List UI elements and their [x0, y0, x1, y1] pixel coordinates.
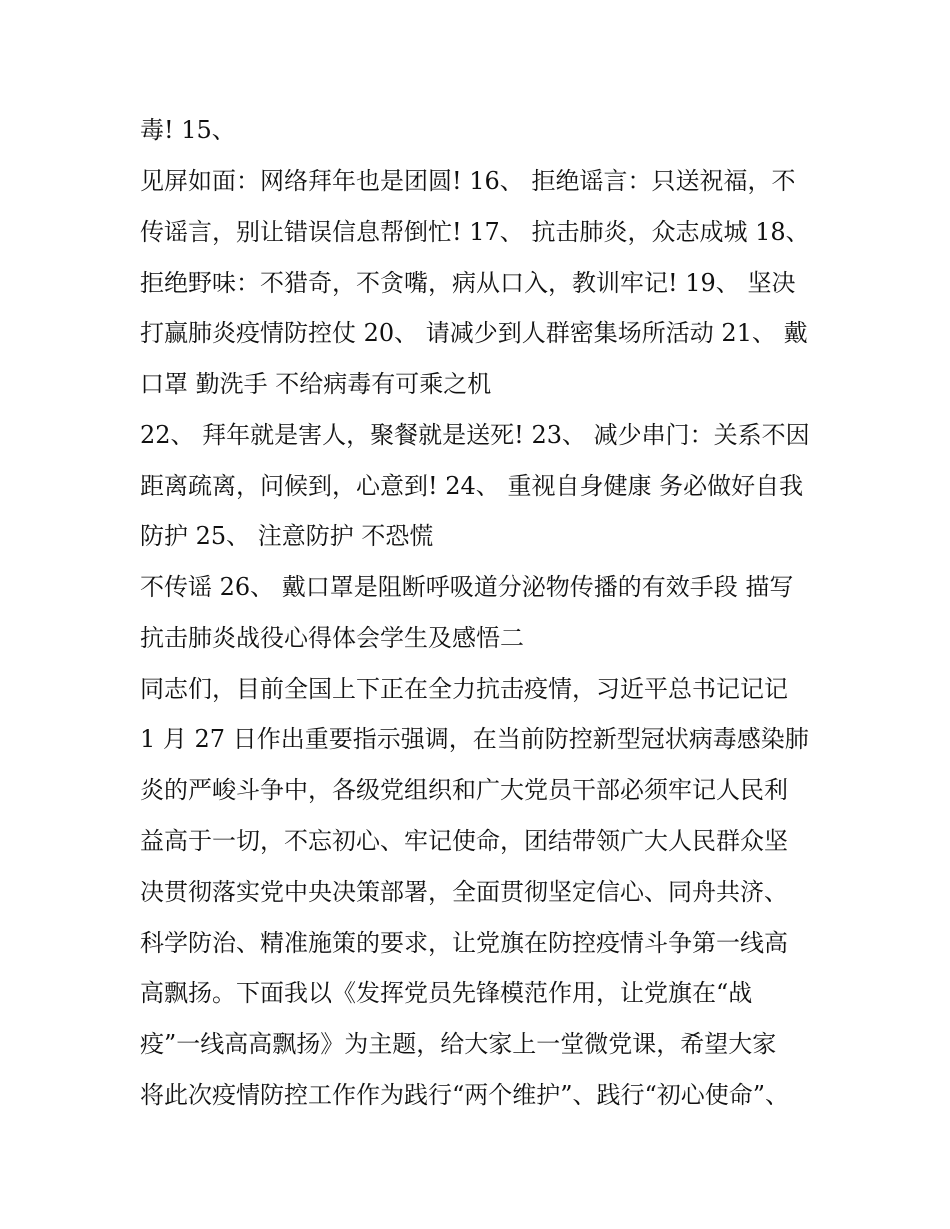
text-line: 打赢肺炎疫情防控仗 20、 请减少到人群密集场所活动 21、 戴 [140, 319, 808, 347]
text-line: 疫”一线高高飘扬》为主题，给大家上一堂微党课，希望大家 [140, 1030, 777, 1058]
text-line: 同志们，目前全国上下正在全力抗击疫情，习近平总书记记记 [140, 675, 788, 703]
text-line: 见屏如面：网络拜年也是团圆! 16、 拒绝谣言：只送祝福，不 [140, 167, 796, 195]
text-line: 将此次疫情防控工作作为践行“两个维护”、践行“初心使命”、 [140, 1081, 790, 1109]
text-line: 抗击肺炎战役心得体会学生及感悟二 [140, 624, 524, 652]
text-line: 口罩 勤洗手 不给病毒有可乘之机 [140, 370, 492, 398]
text-line: 益高于一切，不忘初心、牢记使命，团结带领广大人民群众坚 [140, 827, 788, 855]
text-line: 传谣言，别让错误信息帮倒忙! 17、 抗击肺炎，众志成城 18、 [140, 218, 810, 246]
text-line: 拒绝野味：不猎奇，不贪嘴，病从口入，教训牢记! 19、 坚决 [140, 269, 796, 297]
text-line: 炎的严峻斗争中，各级党组织和广大党员干部必须牢记人民利 [140, 776, 788, 804]
text-line: 科学防治、精准施策的要求，让党旗在防控疫情斗争第一线高 [140, 929, 788, 957]
text-line: 防护 25、 注意防护 不恐慌 [140, 522, 434, 550]
text-line: 决贯彻落实党中央决策部署，全面贯彻坚定信心、同舟共济、 [140, 878, 788, 906]
text-line: 1 月 27 日作出重要指示强调，在当前防控新型冠状病毒感染肺 [140, 725, 809, 753]
text-line: 不传谣 26、 戴口罩是阻断呼吸道分泌物传播的有效手段 描写 [140, 573, 794, 601]
text-line: 高飘扬。下面我以《发挥党员先锋模范作用，让党旗在“战 [140, 979, 753, 1007]
text-line: 距离疏离，问候到，心意到! 24、 重视自身健康 务必做好自我 [140, 472, 804, 500]
text-line: 22、 拜年就是害人，聚餐就是送死! 23、 减少串门：关系不因 [140, 421, 810, 449]
text-line: 毒! 15、 [140, 116, 236, 144]
